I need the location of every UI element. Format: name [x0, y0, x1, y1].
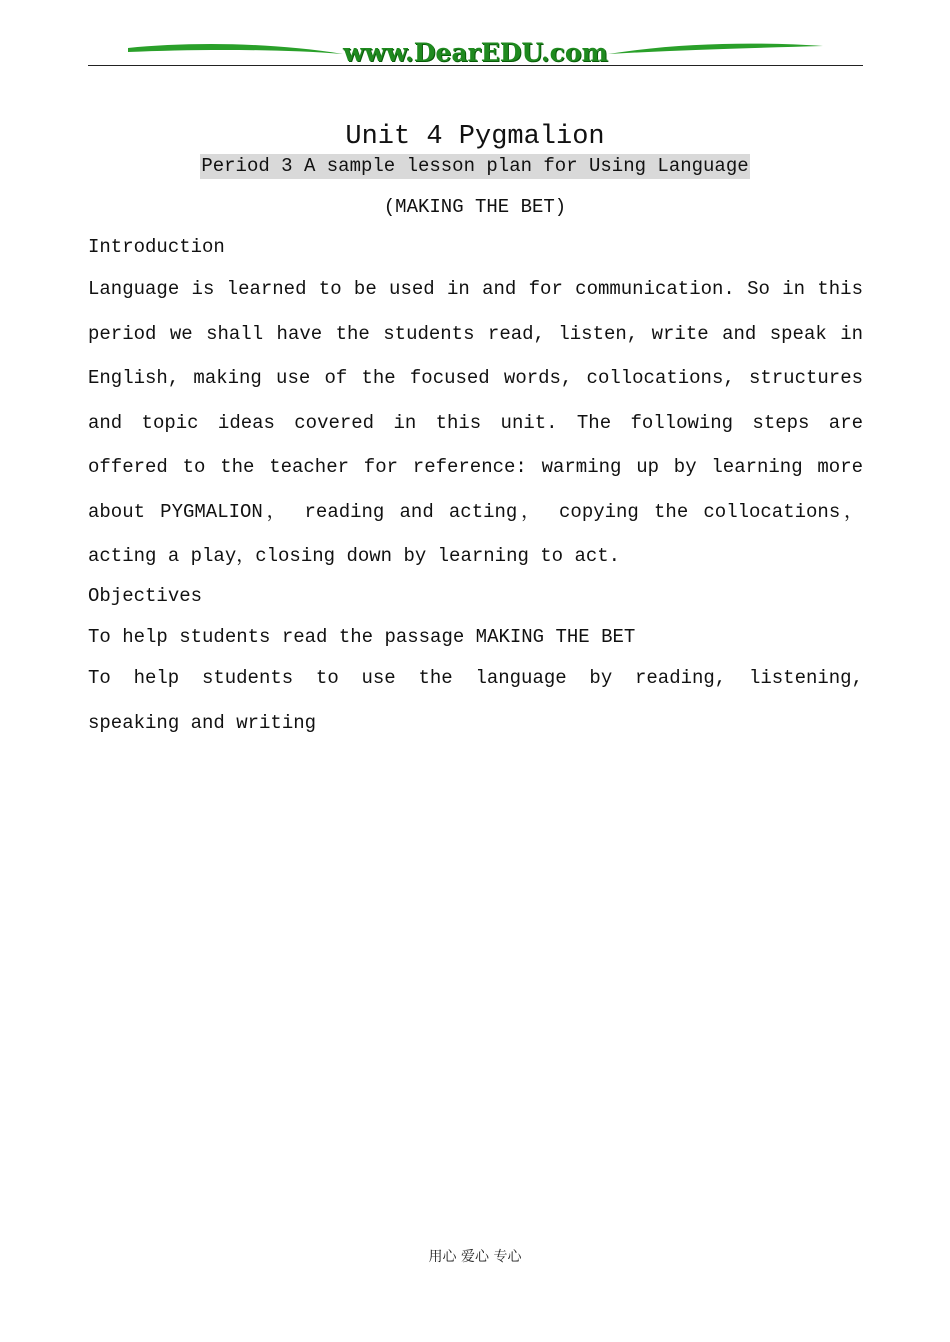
subtitle-container	[0, 154, 950, 179]
objectives-heading: Objectives	[88, 585, 203, 607]
header-divider	[88, 65, 863, 66]
document-subtitle: Period 3 A sample lesson plan for Using Language	[201, 155, 749, 177]
page-footer: 用心 爱心 专心	[428, 1249, 522, 1265]
document-subheading: (MAKING THE BET)	[383, 196, 567, 218]
site-header	[88, 30, 863, 70]
introduction-heading: Introduction	[88, 236, 225, 258]
document-title: Unit 4 Pygmalion	[345, 122, 605, 152]
site-logo: www.DearEDU.com	[342, 38, 608, 67]
objective-item-2: To help students to use the language by reading, listening, speaking and writing	[88, 667, 863, 734]
introduction-paragraph: Language is learned to be used in and for communication. So in this period we shall have the students read, listen, write and speak in English, making use of the focused words, collocations, structures and topic ideas covered in this unit. The following steps are offered to the teacher for reference: warming up by learning more about PYGMALION， reading and acting， copying the collocations， acting a play，closing down by learning to act.	[88, 278, 863, 567]
objective-item-1: To help students read the passage MAKING THE BET	[88, 626, 636, 648]
right-swoosh-decoration	[608, 40, 823, 60]
